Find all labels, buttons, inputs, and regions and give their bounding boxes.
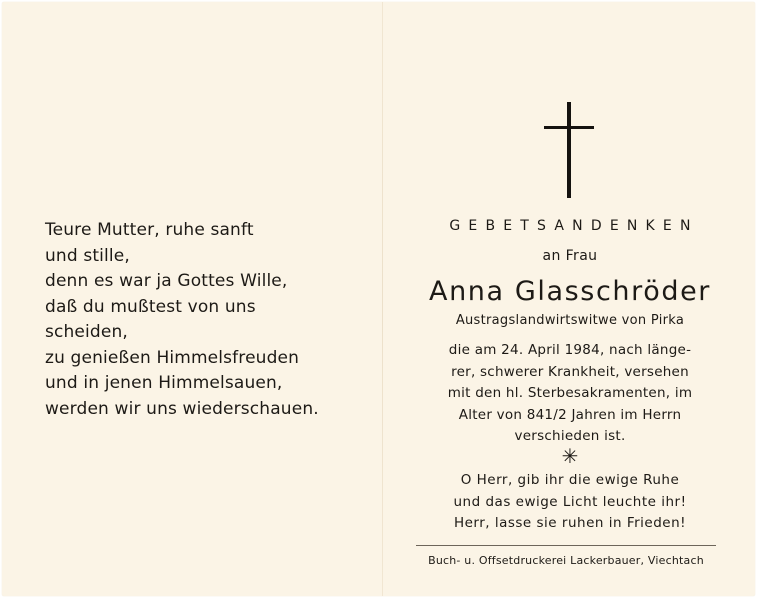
center-fold bbox=[382, 2, 383, 596]
prayer-line: und das ewige Licht leuchte ihr! bbox=[453, 493, 687, 510]
poem-line: zu genießen Himmelsfreuden bbox=[45, 347, 300, 368]
notice-line: mit den hl. Sterbesakramenten, im bbox=[447, 385, 693, 401]
deceased-name: Anna Glasschröder bbox=[429, 276, 711, 307]
poem-line: daß du mußtest von uns bbox=[45, 296, 256, 317]
poem-line: werden wir uns wiederschauen. bbox=[45, 398, 319, 419]
prayer-line: Herr, lasse sie ruhen in Frieden! bbox=[453, 515, 687, 531]
occupation-text: Austragslandwirtswitwe von Pirka bbox=[455, 313, 685, 328]
notice-line: die am 24. April 1984, nach länge- bbox=[448, 342, 692, 358]
poem-block bbox=[45, 218, 365, 422]
notice-line: rer, schwerer Krankheit, versehen bbox=[451, 363, 689, 380]
cross-vertical-bar bbox=[567, 102, 571, 198]
poem-line: scheiden, bbox=[45, 322, 128, 342]
intro-text: an Frau bbox=[542, 248, 598, 264]
poem-line: Teure Mutter, ruhe sanft bbox=[45, 220, 254, 240]
printer-credit: Buch- u. Offsetdruckerei Lackerbauer, Viechtach bbox=[428, 554, 704, 567]
prayer-block bbox=[420, 470, 720, 535]
poem-line: und in jenen Himmelsauen, bbox=[45, 373, 283, 393]
asterisk-icon: ✳ bbox=[561, 444, 579, 468]
printer-divider bbox=[416, 545, 716, 546]
prayer-line: O Herr, gib ihr die ewige Ruhe bbox=[460, 472, 680, 488]
memorial-heading: GEBETSANDENKEN bbox=[449, 218, 699, 234]
death-notice bbox=[420, 340, 720, 448]
poem-line: denn es war ja Gottes Wille, bbox=[45, 271, 288, 291]
poem-line: und stille, bbox=[45, 245, 130, 266]
notice-line: Alter von 841/2 Jahren im Herrn bbox=[458, 406, 682, 423]
notice-line: verschieden ist. bbox=[514, 428, 626, 444]
cross-horizontal-bar bbox=[544, 126, 594, 129]
